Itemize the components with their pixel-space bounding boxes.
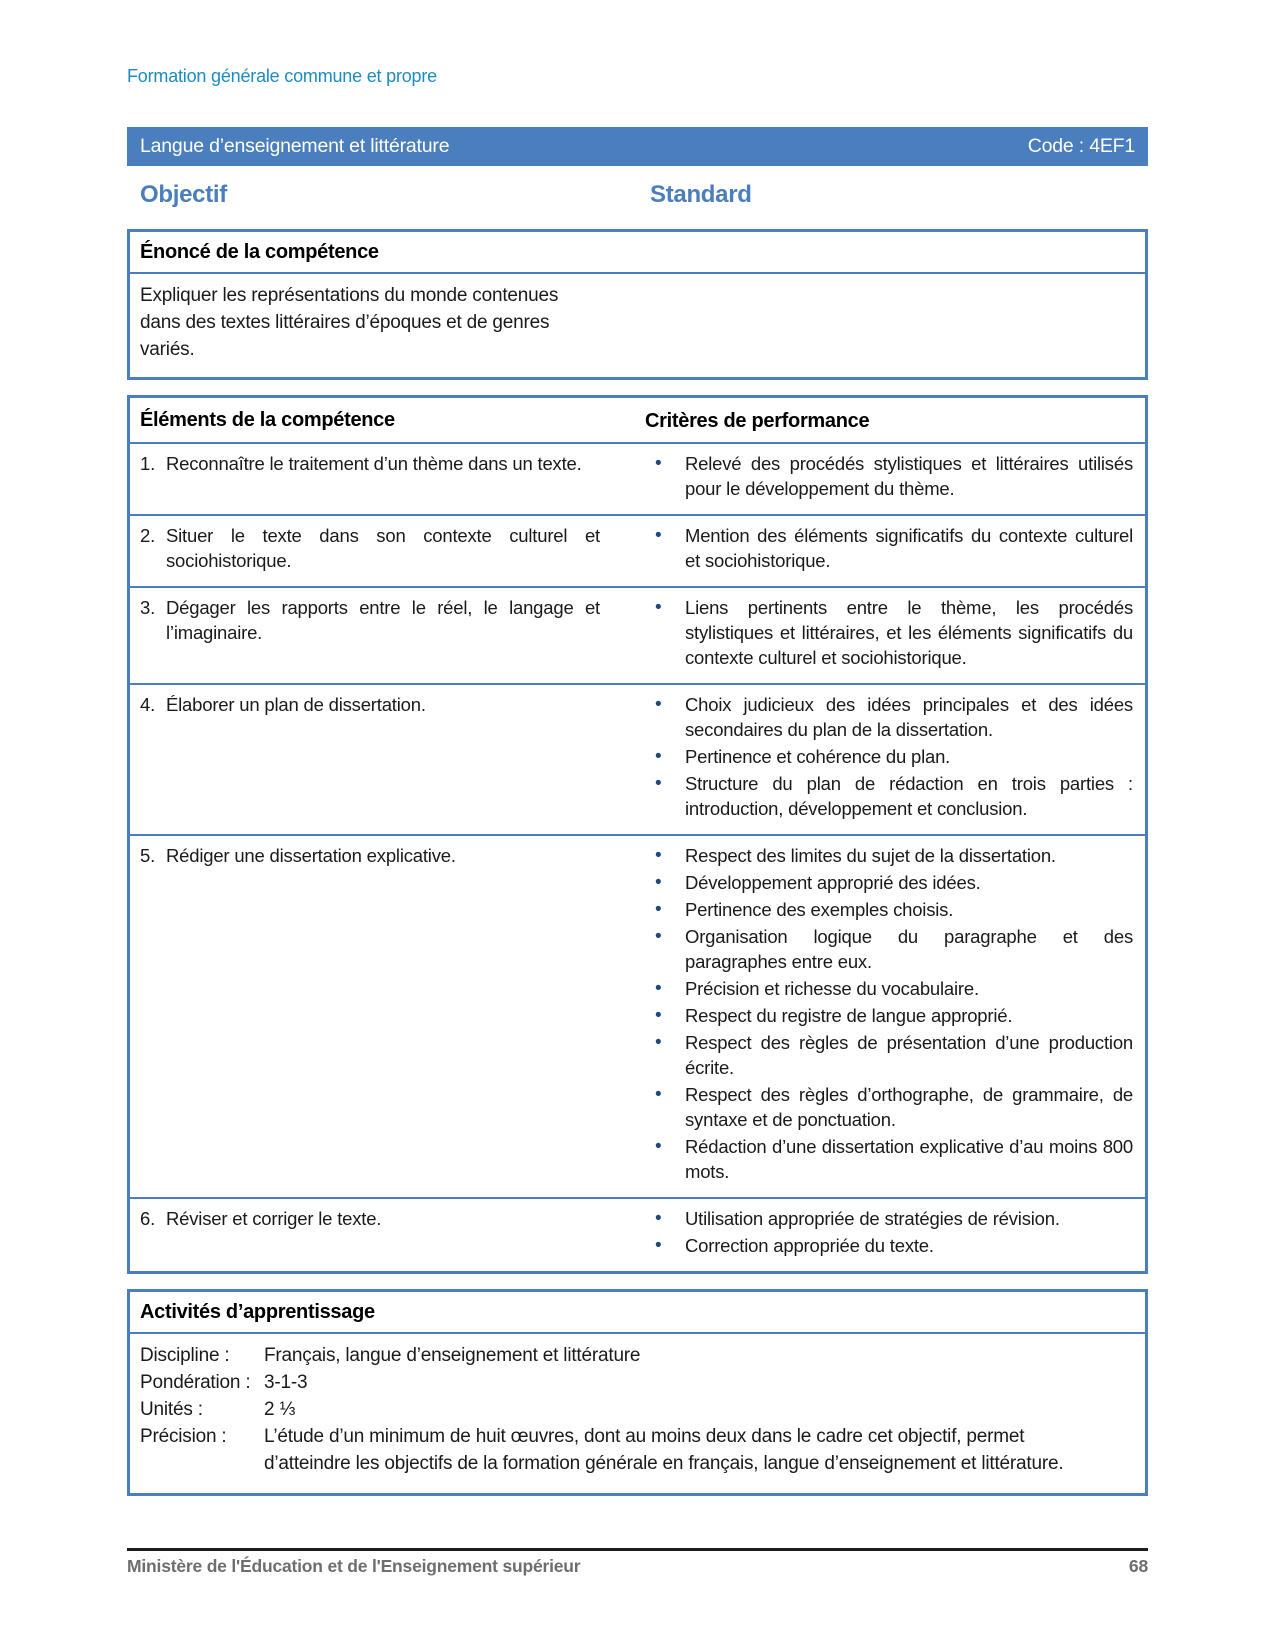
criteria-item: • Structure du plan de rédaction en trois parties : introduction, développement et conclusion. xyxy=(645,771,1133,821)
criteria-item: • Respect des règles d’orthographe, de grammaire, de syntaxe et de ponctuation. xyxy=(645,1082,1133,1132)
element-text: Reconnaître le traitement d’un thème dans un texte. xyxy=(166,453,582,474)
element-text: Situer le texte dans son contexte culturel et sociohistorique. xyxy=(166,525,600,571)
activites-fields xyxy=(130,1334,1145,1493)
element-text: Dégager les rapports entre le réel, le langage et l’imaginaire. xyxy=(166,597,600,643)
course-code: Code : 4EF1 xyxy=(1027,135,1135,157)
field-precision xyxy=(140,1423,1133,1477)
criteria-list xyxy=(645,843,1133,1184)
criteria-list xyxy=(645,692,1133,821)
element-number: 6. xyxy=(140,1208,156,1229)
course-title: Langue d’enseignement et littérature xyxy=(140,135,450,157)
enonce-header: Énoncé de la compétence xyxy=(130,232,1145,274)
criteria-list xyxy=(645,451,1133,501)
criteria-item: • Correction appropriée du texte. xyxy=(645,1233,1133,1258)
competence-table xyxy=(127,395,1148,1274)
activites-box xyxy=(127,1289,1148,1496)
field-label: Précision : xyxy=(140,1426,227,1447)
element-number: 3. xyxy=(140,597,156,618)
criteria-item: • Utilisation appropriée de stratégies de révision. xyxy=(645,1206,1133,1231)
criteria-item: • Choix judicieux des idées principales et des idées secondaires du plan de la dissertation. xyxy=(645,692,1133,742)
element-number: 1. xyxy=(140,453,156,474)
element-number: 4. xyxy=(140,694,156,715)
standard-heading: Standard xyxy=(650,181,752,208)
criteria-item: • Respect du registre de langue approprié. xyxy=(645,1003,1133,1028)
criteria-item: • Mention des éléments significatifs du contexte culturel et sociohistorique. xyxy=(645,523,1133,573)
field-label: Discipline : xyxy=(140,1345,230,1366)
field-value: L’étude d’un minimum de huit œuvres, dont au moins deux dans le cadre cet objectif, permet d’atteindre les objectifs de la formation générale en français, langue d’enseignement et littérature. xyxy=(264,1426,1064,1474)
column-headings xyxy=(127,181,1148,217)
field-value: Français, langue d’enseignement et littérature xyxy=(264,1345,641,1366)
footer-ministry-text: Ministère de l'Éducation et de l'Enseignement supérieur xyxy=(127,1556,581,1576)
criteria-item: • Liens pertinents entre le thème, les procédés stylistiques et littéraires, et les éléments significatifs du contexte culturel et sociohistorique. xyxy=(645,595,1133,670)
document-section-title: Formation générale commune et propre xyxy=(127,66,437,86)
table-row-4 xyxy=(130,683,1145,834)
enonce-box xyxy=(127,229,1148,380)
criteres-column-header: Critères de performance xyxy=(645,410,870,432)
enonce-body-text: Expliquer les représentations du monde contenues dans des textes littéraires d’époques et de genres variés. xyxy=(140,285,559,360)
criteria-item: • Pertinence et cohérence du plan. xyxy=(645,744,1133,769)
element-text: Réviser et corriger le texte. xyxy=(166,1208,382,1229)
criteria-list xyxy=(645,595,1133,670)
criteria-list xyxy=(645,523,1133,573)
footer-rule xyxy=(127,1548,1148,1551)
objectif-heading: Objectif xyxy=(140,181,227,208)
criteria-item: • Respect des limites du sujet de la dissertation. xyxy=(645,843,1133,868)
element-number: 5. xyxy=(140,845,156,866)
field-unites xyxy=(140,1396,1133,1423)
field-label: Unités : xyxy=(140,1399,203,1420)
criteria-item: • Rédaction d’une dissertation explicative d’au moins 800 mots. xyxy=(645,1134,1133,1184)
criteria-item: • Organisation logique du paragraphe et des paragraphes entre eux. xyxy=(645,924,1133,974)
elements-column-header: Éléments de la compétence xyxy=(140,409,395,431)
table-header-row xyxy=(130,398,1145,442)
field-value: 3-1-3 xyxy=(264,1372,308,1393)
criteria-item: • Développement approprié des idées. xyxy=(645,870,1133,895)
footer-page-number: 68 xyxy=(1128,1556,1148,1576)
activites-header: Activités d’apprentissage xyxy=(130,1292,1145,1334)
field-label: Pondération : xyxy=(140,1372,251,1393)
page-footer xyxy=(127,1548,1148,1577)
field-value: 2 ⅓ xyxy=(264,1399,296,1420)
element-text: Rédiger une dissertation explicative. xyxy=(166,845,456,866)
table-row-1 xyxy=(130,442,1145,514)
table-row-6 xyxy=(130,1197,1145,1271)
table-row-2 xyxy=(130,514,1145,586)
criteria-item: • Relevé des procédés stylistiques et littéraires utilisés pour le développement du thème. xyxy=(645,451,1133,501)
element-text: Élaborer un plan de dissertation. xyxy=(166,694,426,715)
criteria-item: • Pertinence des exemples choisis. xyxy=(645,897,1133,922)
element-number: 2. xyxy=(140,525,156,546)
course-banner xyxy=(127,127,1148,166)
criteria-list xyxy=(645,1206,1133,1258)
table-row-5 xyxy=(130,834,1145,1197)
criteria-item: • Respect des règles de présentation d’une production écrite. xyxy=(645,1030,1133,1080)
table-row-3 xyxy=(130,586,1145,683)
criteria-item: • Précision et richesse du vocabulaire. xyxy=(645,976,1133,1001)
field-ponderation xyxy=(140,1369,1133,1396)
field-discipline xyxy=(140,1342,1133,1369)
